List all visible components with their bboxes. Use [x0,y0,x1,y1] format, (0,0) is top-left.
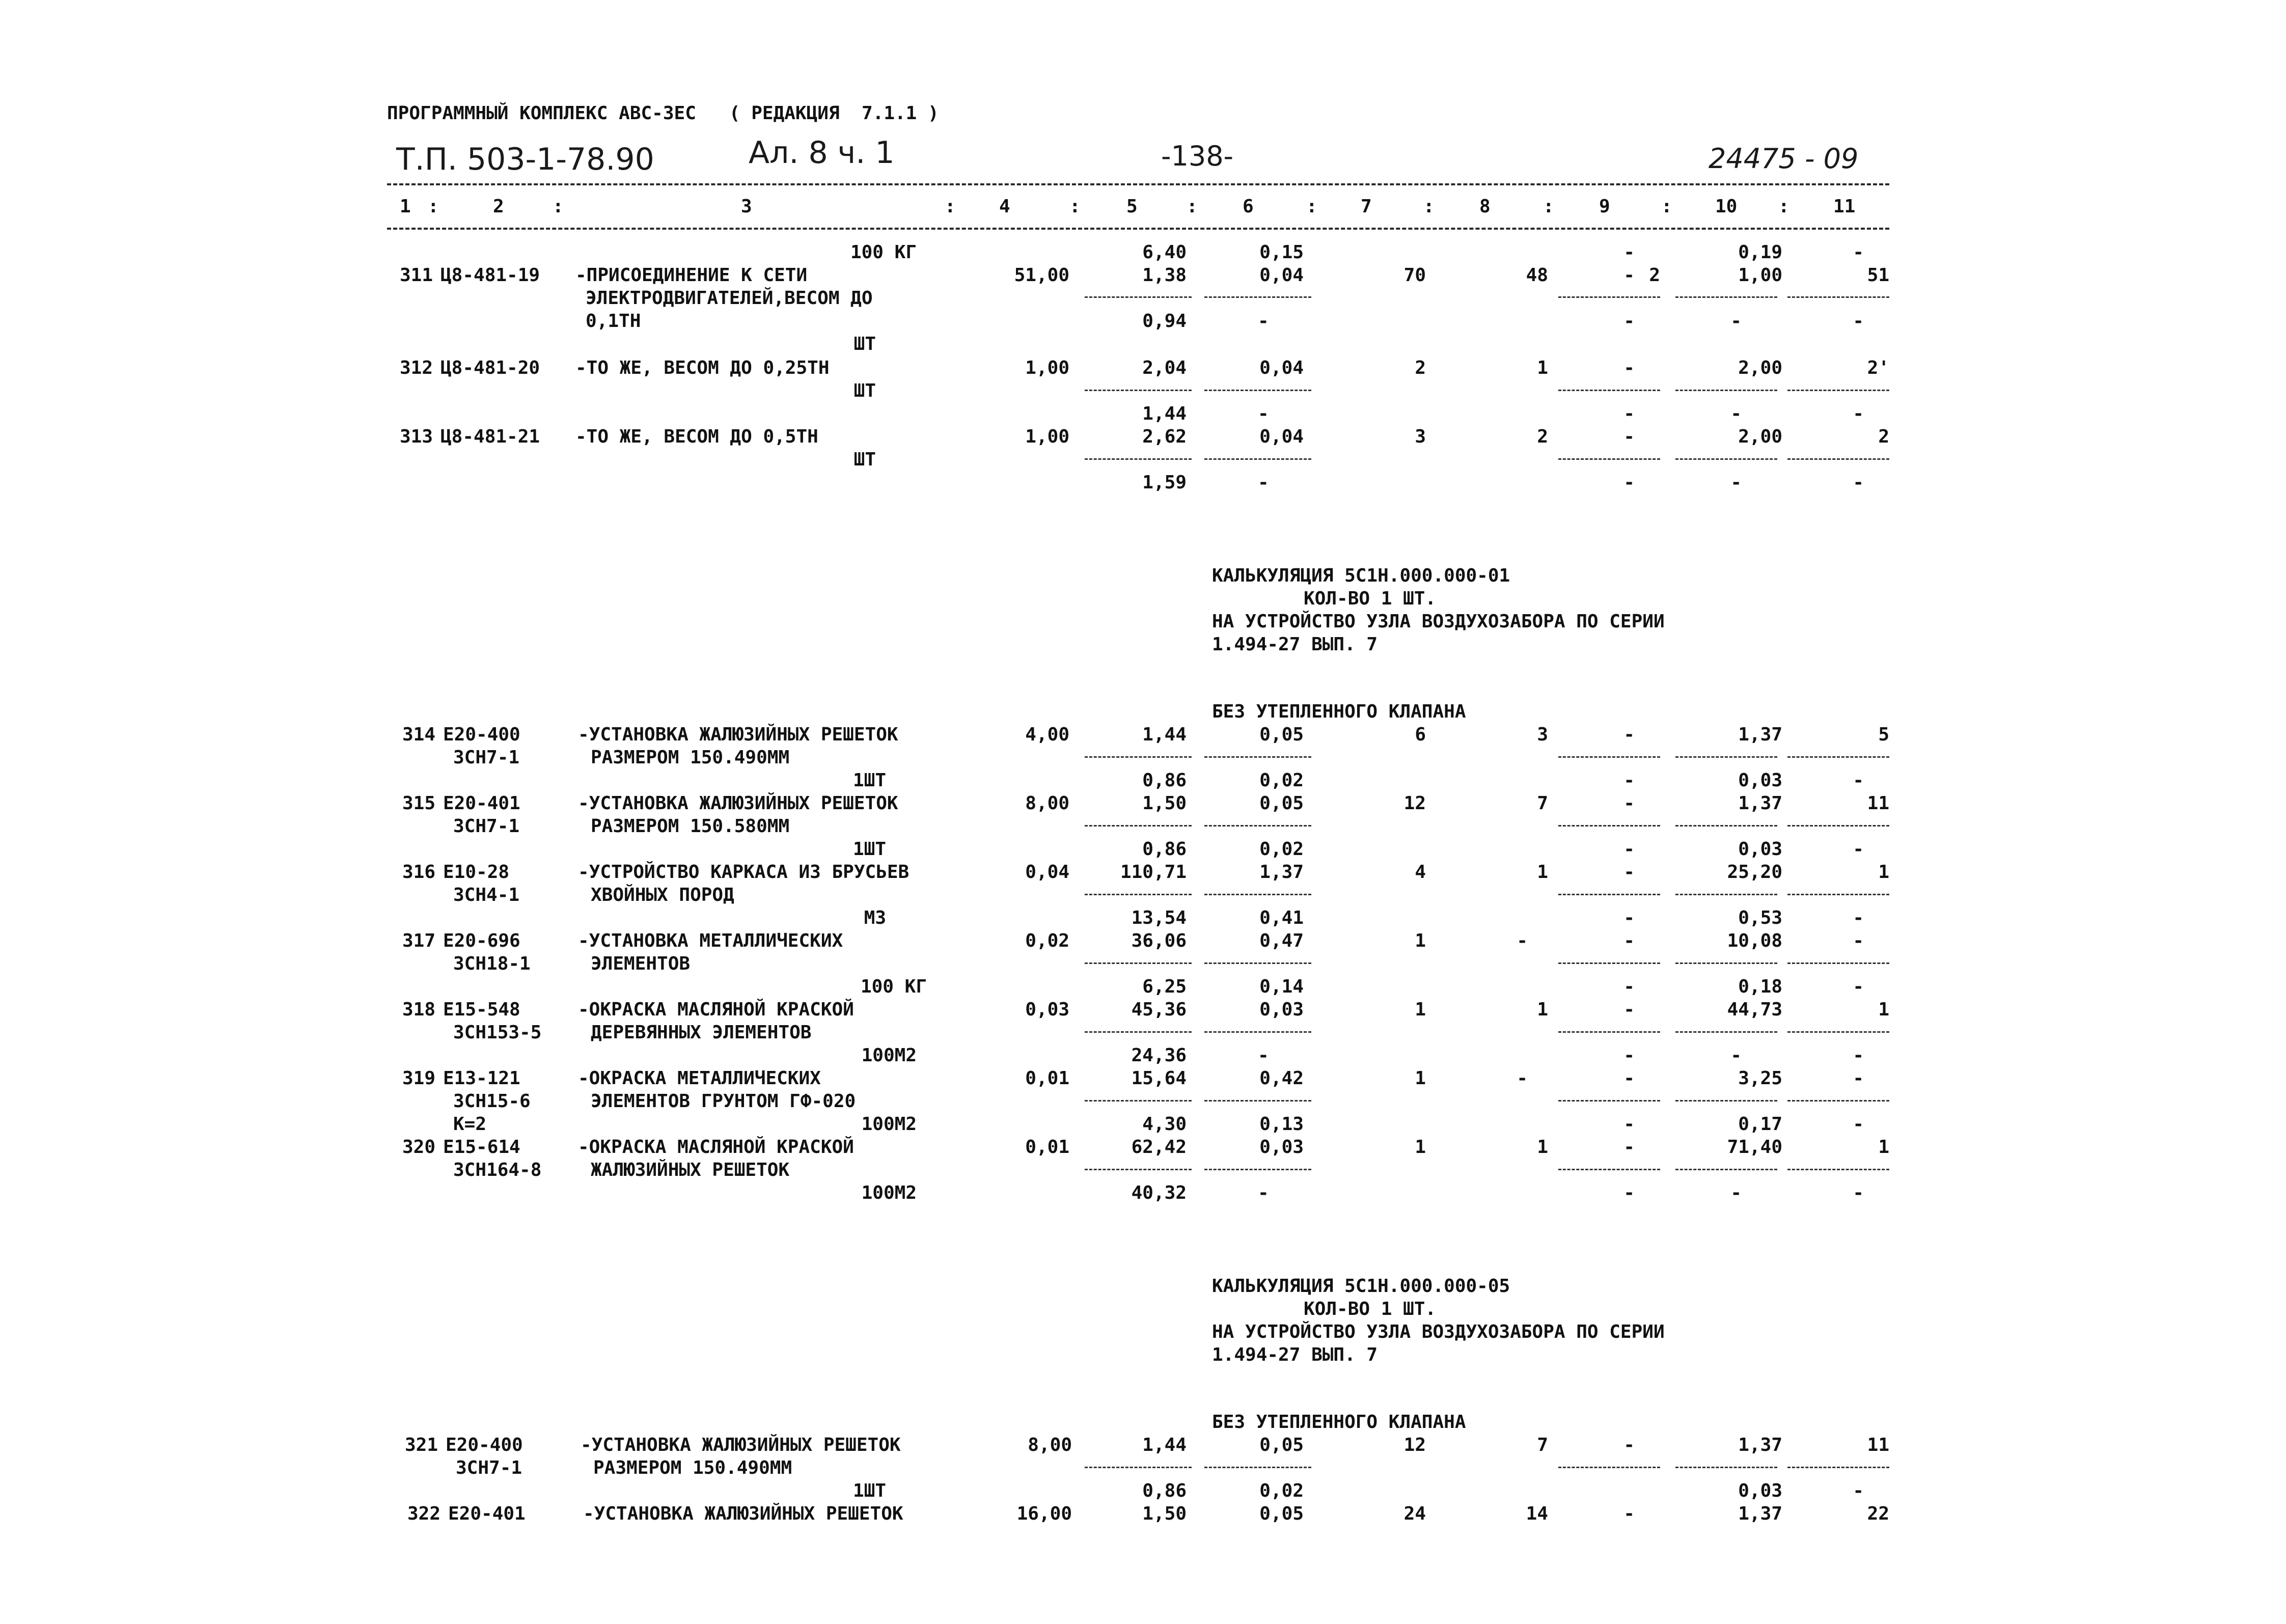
section-desc: НА УСТРОЙСТВО УЗЛА ВОЗДУХОЗАБОРА ПО СЕРИИ [1212,611,1665,632]
col-header-1: 1 [400,196,411,217]
section-desc-series: 1.494-27 ВЫП. 7 [1212,1344,1378,1365]
project-code: Т.П. 503-1-78.90 [396,142,654,177]
col-header-4: 4 [999,196,1010,217]
col-header-7: 7 [1361,196,1372,217]
album-number: Ал. 8 ч. 1 [749,135,895,171]
col-header-2: 2 [493,196,504,217]
page-number: -138- [1161,140,1234,172]
section-desc-series: 1.494-27 ВЫП. 7 [1212,634,1378,655]
col-header-11: 11 [1833,196,1856,217]
col-header-10: 10 [1715,196,1738,217]
section-title: КАЛЬКУЛЯЦИЯ 5С1Н.000.000-05 [1212,1276,1510,1297]
section-desc: НА УСТРОЙСТВО УЗЛА ВОЗДУХОЗАБОРА ПО СЕРИИ [1212,1322,1665,1342]
header-rule-top [387,183,1889,185]
col-header-3: 3 [741,196,752,217]
program-title: ПРОГРАММНЫЙ КОМПЛЕКС АВС-3ЕС ( РЕДАКЦИЯ 7.1.1 ) [387,103,939,124]
section-title: КАЛЬКУЛЯЦИЯ 5С1Н.000.000-01 [1212,565,1510,586]
col-header-8: 8 [1479,196,1491,217]
sheet-number: 24475 - 09 [1709,143,1859,175]
col-header-6: 6 [1243,196,1254,217]
header-rule-bottom [387,228,1889,230]
section-qty: КОЛ-ВО 1 ШТ. [1304,588,1437,609]
section-subtitle: БЕЗ УТЕПЛЕННОГО КЛАПАНА [1212,1412,1466,1433]
col-header-9: 9 [1599,196,1610,217]
section-qty: КОЛ-ВО 1 ШТ. [1304,1299,1437,1319]
section-subtitle: БЕЗ УТЕПЛЕННОГО КЛАПАНА [1212,701,1466,722]
col-header-5: 5 [1126,196,1138,217]
document-page: ПРОГРАММНЫЙ КОМПЛЕКС АВС-3ЕС ( РЕДАКЦИЯ 7.1.1 ) Т.П. 503-1-78.90 Ал. 8 ч. 1 -138- 24475 - 09 1 : 2 : 3 : 4 : 5 : 6 : 7 : 8 : 9 : 10 : 11 100 КГ 6,40 0,15 - 0,19 - 311 Ц8-481-19 -ПРИСОЕДИНЕНИЕ К СЕТИ ЭЛЕКТРОДВИГАТЕЛЕЙ,ВЕСОМ ДО 0,1ТН 51,00 1,38 0,04 70 48 - 2 1,00 51 0,94 - - - - ШТ 312 Ц8-481-20 -ТО ЖЕ, ВЕСОМ ДО 0,25ТН ШТ 1,00 2,04 0,04 2 1 - 2,00 2' 1,44 - - - - 313 Ц8-481-21 -ТО ЖЕ, ВЕСОМ ДО 0,5ТН ШТ 1,00 2,62 0,04 3 2 - 2,00 2 1,59 - - - - КАЛЬКУЛЯЦИЯ 5С1Н.000.000-01 КОЛ-ВО 1 ШТ. НА УСТРОЙСТВО УЗЛА ВОЗДУХОЗАБОРА ПО СЕРИИ 1.494-27 ВЫП. 7 БЕЗ УТЕПЛЕННОГО КЛАПАНА 314 Е20-400 3СН7-1 -УСТАНОВКА ЖАЛЮЗИЙНЫХ РЕШЕТОК РАЗМЕРОМ 150.490ММ 1ШТ 4,00 1,44 0,05 6 3 - 1,37 5 0,86 0,02 - 0,03 - 315 Е20-401 3СН7-1 -УСТАНОВКА ЖАЛЮЗИЙНЫХ РЕШЕТОК РАЗМЕРОМ 150.580ММ 1ШТ 8,00 1,50 0,05 12 7 - 1,37 11 0,86 0,02 - 0,03 - 316 Е10-28 3СН4-1 -УСТРОЙСТВО КАРКАСА ИЗ БРУСЬЕВ ХВОЙНЫХ ПОРОД М3 0,04 110,71 1,37 4 1 - 25,20 1 13,54 0,41 - 0,53 - 317 Е20-696 3СН18-1 -УСТАНОВКА МЕТАЛЛИЧЕСКИХ ЭЛЕМЕНТОВ 100 КГ 0,02 36,06 0,47 1 - - 10,08 - 6,25 0,14 - 0,18 - 318 Е15-548 3СН153-5 -ОКРАСКА МАСЛЯНОЙ КРАСКОЙ ДЕРЕВЯННЫХ ЭЛЕМЕНТОВ 100М2 0,03 45,36 0,03 1 1 - 44,73 1 24,36 - - - - 319 Е13-121 3СН15-6 К=2 -ОКРАСКА МЕТАЛЛИЧЕСКИХ ЭЛЕМЕНТОВ ГРУНТОМ ГФ-020 100М2 0,01 15,64 0,42 1 - - 3,25 - 4,30 0,13 - 0,17 - 320 Е15-614 3СН164-8 -ОКРАСКА МАСЛЯНОЙ КРАСКОЙ ЖАЛЮЗИЙНЫХ РЕШЕТОК 100М2 0,01 62,42 0,03 1 1 - 71,40 1 40,32 - - - - КАЛЬКУЛЯЦИЯ 5С1Н.000.000-05 КОЛ-ВО 1 ШТ. НА УСТРОЙСТВО УЗЛА ВОЗДУХОЗАБОРА ПО СЕРИИ 1.494-27 ВЫП. 7 БЕЗ УТЕПЛЕННОГО КЛАПАНА 321 Е20-400 3СН7-1 -УСТАНОВКА ЖАЛЮЗИЙНЫХ РЕШЕТОК РАЗМЕРОМ 150.490ММ 1ШТ 8,00 1,44 0,05 12 7 - 1,37 11 0,86 0,02 0,03 - 322 Е20-401 -УСТАНОВКА ЖАЛЮЗИЙНЫХ РЕШЕТОК 16,00 1,50 0,05 24 14 - 1,37 22 [387,103,1889,1524]
